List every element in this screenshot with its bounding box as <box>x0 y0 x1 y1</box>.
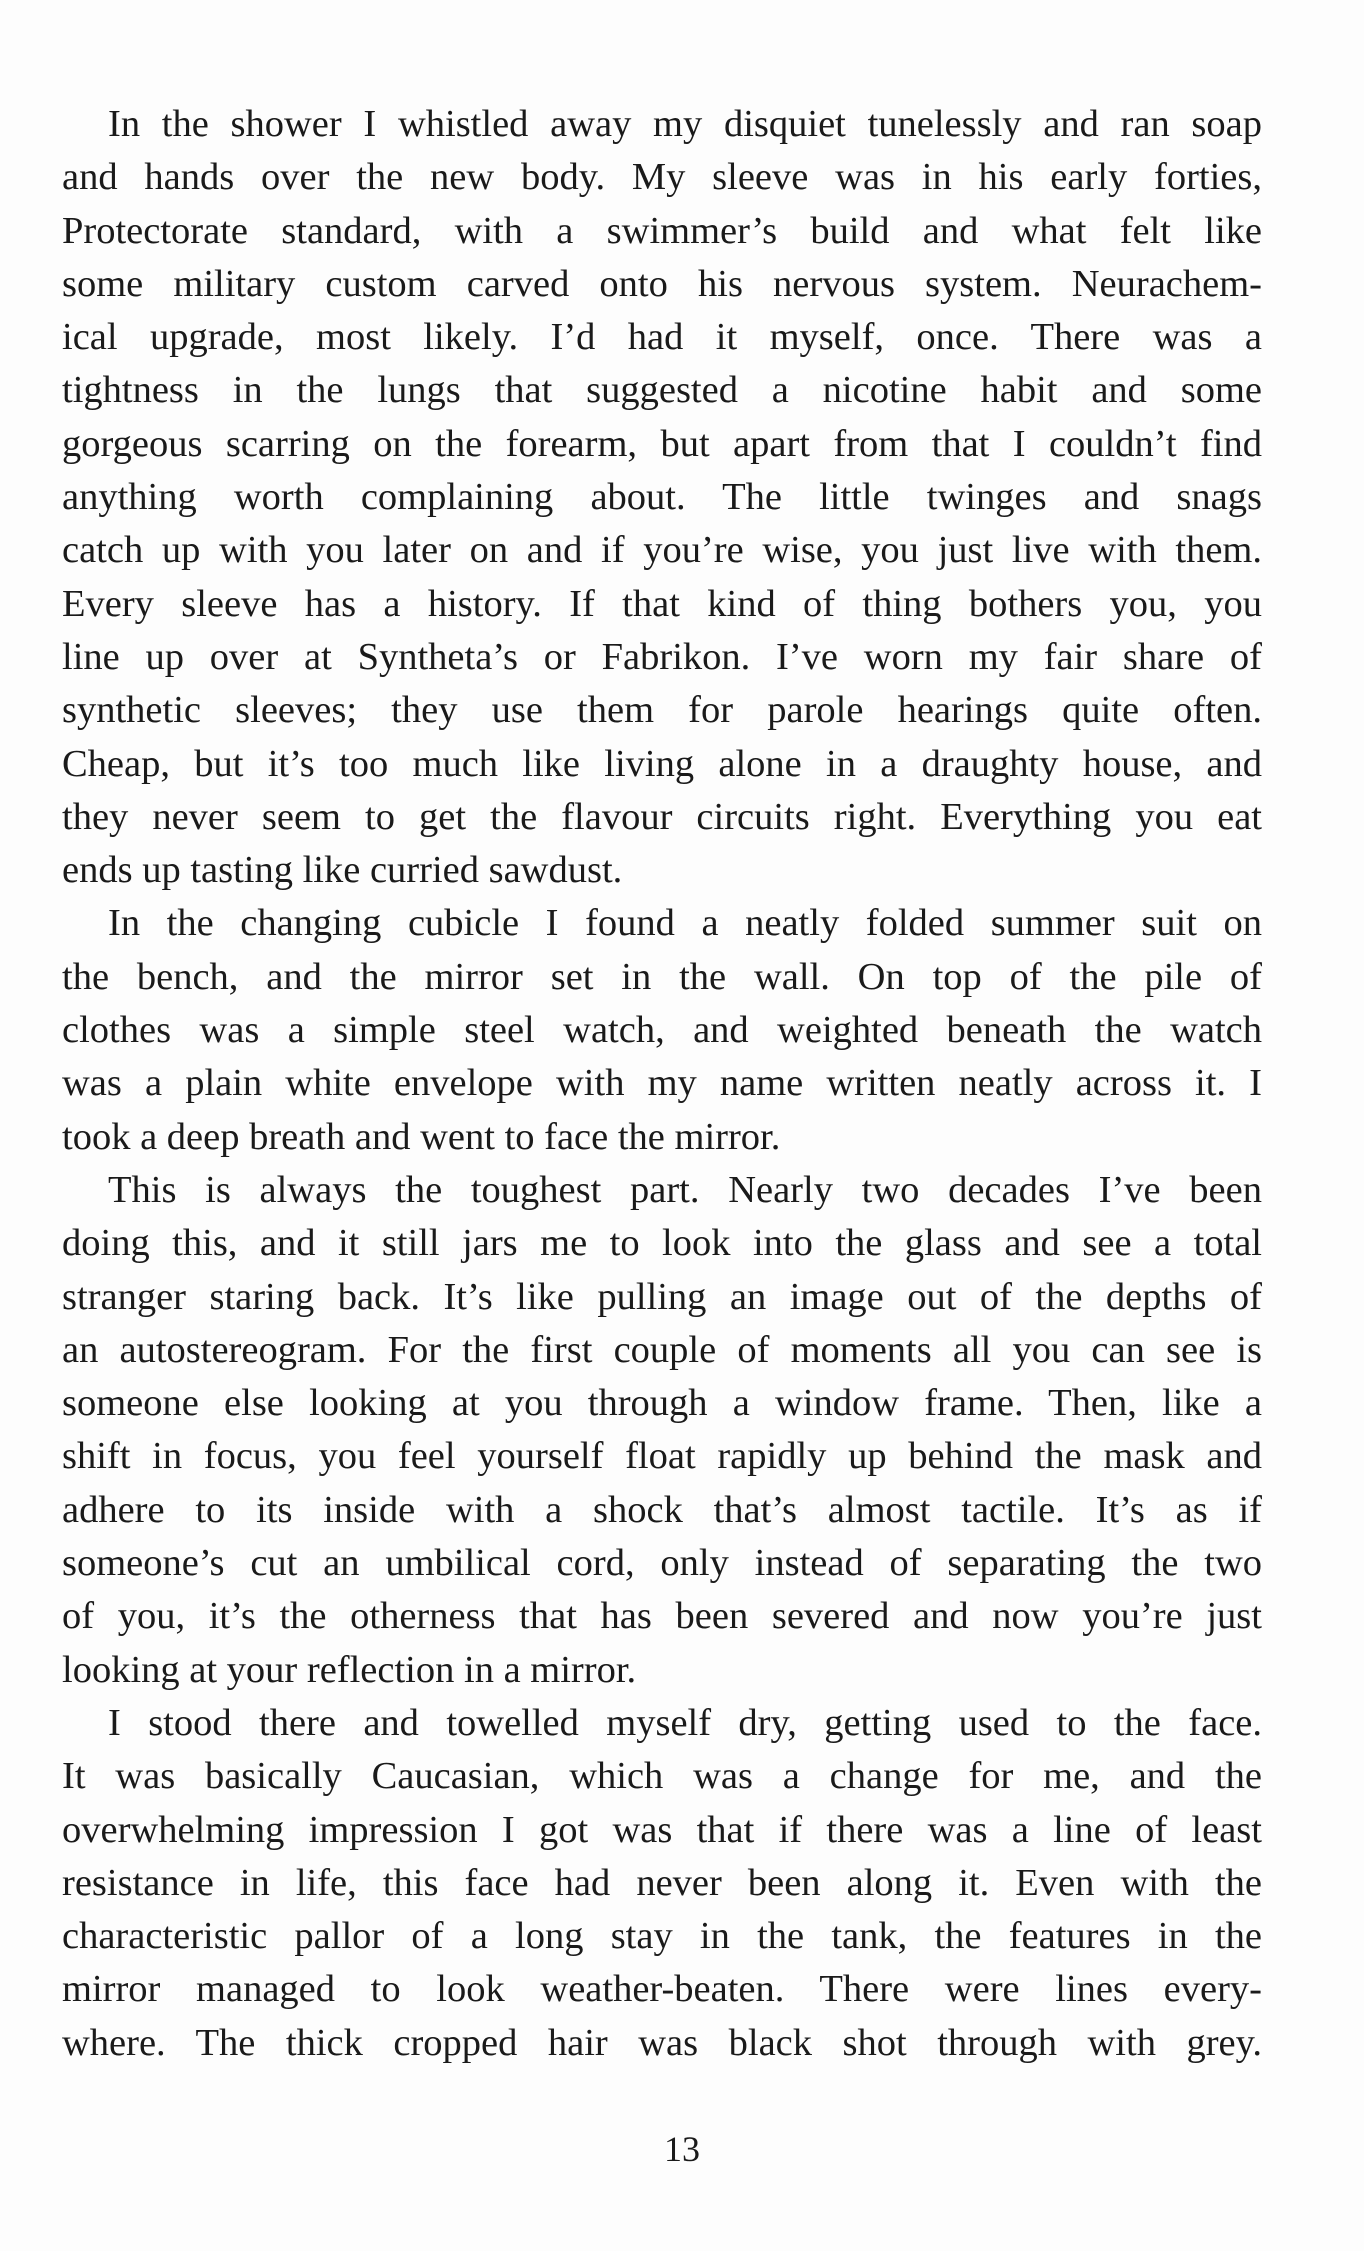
body-text <box>62 98 1262 2070</box>
text-line: someone’s cut an umbilical cord, only instead of separating the two <box>62 1542 1262 1585</box>
text-line: shift in focus, you feel yourself float rapidly up behind the mask and <box>62 1435 1262 1478</box>
text-line: overwhelming impression I got was that if there was a line of least <box>62 1808 1262 1851</box>
text-line: tightness in the lungs that suggested a nicotine habit and some <box>62 369 1262 412</box>
text-line: the bench, and the mirror set in the wall. On top of the pile of <box>62 955 1262 998</box>
text-line: stranger staring back. It’s like pulling an image out of the depths of <box>62 1275 1262 1318</box>
text-line: someone else looking at you through a window frame. Then, like a <box>62 1382 1262 1425</box>
text-line: of you, it’s the otherness that has been severed and now you’re just <box>62 1595 1262 1638</box>
text-line: synthetic sleeves; they use them for parole hearings quite often. <box>62 689 1262 732</box>
text-line: resistance in life, this face had never been along it. Even with the <box>62 1861 1262 1904</box>
text-line: mirror managed to look weather-beaten. There were lines every- <box>62 1968 1262 2011</box>
text-line: and hands over the new body. My sleeve was in his early forties, <box>62 156 1262 199</box>
page-number: 13 <box>664 2129 700 2169</box>
text-line: Every sleeve has a history. If that kind of thing bothers you, you <box>62 582 1262 625</box>
text-line: took a deep breath and went to face the mirror. <box>62 1115 781 1158</box>
text-line: ical upgrade, most likely. I’d had it myself, once. There was a <box>62 316 1262 359</box>
text-line: characteristic pallor of a long stay in the tank, the features in the <box>62 1915 1262 1958</box>
text-line: anything worth complaining about. The little twinges and snags <box>62 476 1262 519</box>
text-line: an autostereogram. For the first couple of moments all you can see is <box>62 1328 1262 1371</box>
text-line: In the changing cubicle I found a neatly folded summer suit on <box>108 902 1262 945</box>
text-line: some military custom carved onto his nervous system. Neurachem- <box>62 262 1262 305</box>
text-line: ends up tasting like curried sawdust. <box>62 849 623 892</box>
text-line: gorgeous scarring on the forearm, but apart from that I couldn’t find <box>62 422 1262 465</box>
text-line: Cheap, but it’s too much like living alone in a draughty house, and <box>62 742 1262 785</box>
text-line: looking at your reflection in a mirror. <box>62 1648 637 1691</box>
text-line: adhere to its inside with a shock that’s almost tactile. It’s as if <box>62 1488 1262 1531</box>
text-line: In the shower I whistled away my disquiet tunelessly and ran soap <box>108 103 1262 145</box>
text-line: It was basically Caucasian, which was a change for me, and the <box>62 1755 1262 1798</box>
text-line: clothes was a simple steel watch, and weighted beneath the watch <box>62 1009 1262 1052</box>
text-line: catch up with you later on and if you’re wise, you just live with them. <box>62 529 1262 572</box>
text-line: they never seem to get the flavour circuits right. Everything you eat <box>62 795 1262 838</box>
text-line: doing this, and it still jars me to look into the glass and see a total <box>62 1222 1262 1265</box>
text-line: where. The thick cropped hair was black shot through with grey. <box>62 2021 1262 2064</box>
text-line: line up over at Syntheta’s or Fabrikon. I’ve worn my fair share of <box>62 635 1262 678</box>
text-line: I stood there and towelled myself dry, getting used to the face. <box>108 1701 1262 1744</box>
text-line: was a plain white envelope with my name written neatly across it. I <box>62 1062 1262 1105</box>
text-line: This is always the toughest part. Nearly two decades I’ve been <box>108 1168 1262 1211</box>
text-line: Protectorate standard, with a swimmer’s build and what felt like <box>62 209 1262 252</box>
